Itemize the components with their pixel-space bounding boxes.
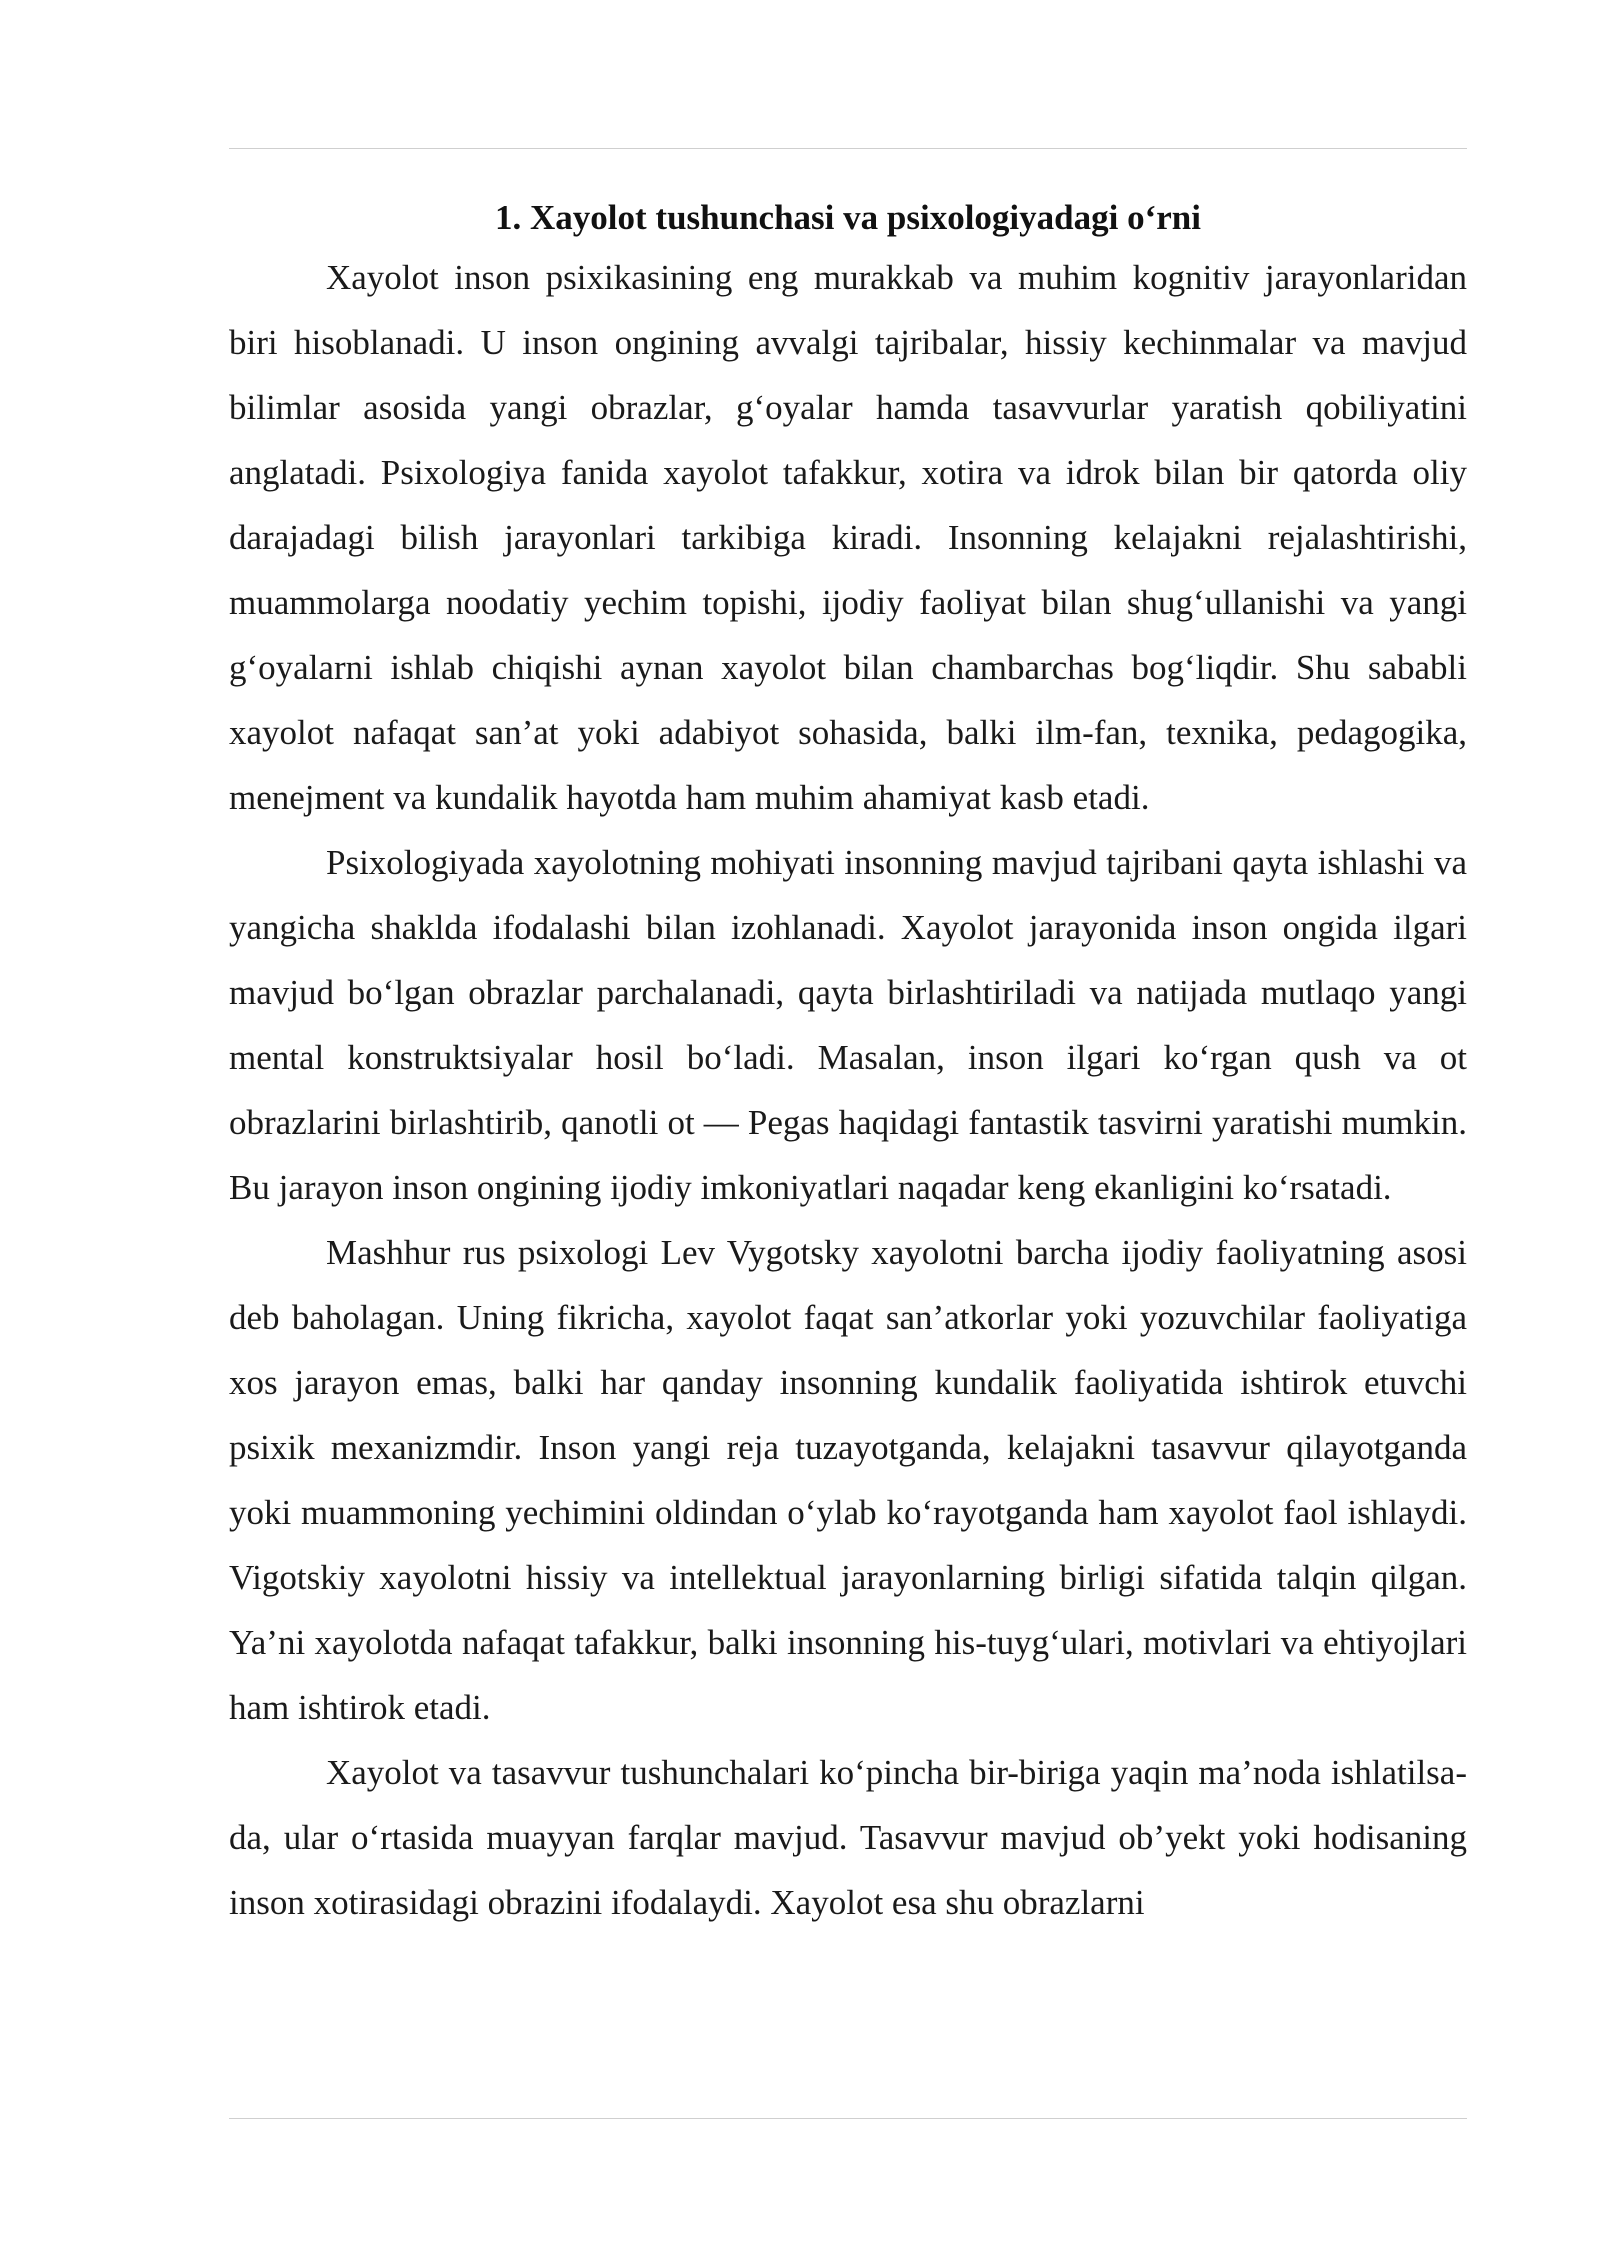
paragraph-4: Xayolot va tasavvur tushunchalari ko‘pincha bir-biriga yaqin ma’noda ishlatilsa-da, ular o‘rtasida muayyan farqlar mavjud. Tasavvur mavjud ob’yekt yoki hodisaning inson xotirasidagi obrazini ifodalaydi. Xayolot esa shu obrazlarni (229, 1753, 1467, 1922)
section-heading: 1. Xayolot tushunchasi va psixologiyadagi o‘rni (495, 198, 1201, 237)
footer-divider (229, 2118, 1467, 2119)
paragraph-2: Psixologiyada xayolotning mohiyati insonning mavjud tajribani qayta ishlashi va yangicha shaklda ifodalashi bilan izohlanadi. Xayolot jarayonida inson ongida ilgari mavjud bo‘lgan obrazlar parchalanadi, qayta birlashtiriladi va natijada mutlaqo yangi mental konstruktsiyalar hosil bo‘ladi. Masalan, inson ilgari ko‘rgan qush va ot obrazlarini birlashtirib, qanotli ot — Pegas haqidagi fantastik tasvirni yaratishi mumkin. Bu jarayon inson ongining ijodiy imkoniyatlari naqadar keng ekanligini ko‘rsatadi. (229, 843, 1467, 1207)
paragraph-1: Xayolot inson psixikasining eng murakkab va muhim kognitiv jarayonlaridan biri hisoblanadi. U inson ongining avvalgi tajribalar, hissiy kechinmalar va mavjud bilimlar asosida yangi obrazlar, g‘oyalar hamda tasavvurlar yaratish qobiliyatini anglatadi. Psixologiya fanida xayolot tafakkur, xotira va idrok bilan bir qatorda oliy darajadagi bilish jarayonlari tarkibiga kiradi. Insonning kelajakni rejalashtirishi, muammolarga noodatiy yechim topishi, ijodiy faoliyat bilan shug‘ullanishi va yangi g‘oyalarni ishlab chiqishi aynan xayolot bilan chambarchas bog‘liqdir. Shu sababli xayolot nafaqat san’at yoki adabiyot sohasida, balki ilm-fan, texnika, pedagogika, menejment va kundalik hayotda ham muhim ahamiyat kasb etadi. (229, 258, 1467, 817)
page-content (229, 190, 1467, 1935)
paragraph-3: Mashhur rus psixologi Lev Vygotsky xayolotni barcha ijodiy faoliyatning asosi deb baholagan. Uning fikricha, xayolot faqat san’atkorlar yoki yozuvchilar faoliyatiga xos jarayon emas, balki har qanday insonning kundalik faoliyatida ishtirok etuvchi psixik mexanizmdir. Inson yangi reja tuzayotganda, kelajakni tasavvur qilayotganda yoki muammoning yechimini oldindan o‘ylab ko‘rayotganda ham xayolot faol ishlaydi. Vigotskiy xayolotni hissiy va intellektual jarayonlarning birligi sifatida talqin qilgan. Ya’ni xayolotda nafaqat tafakkur, balki insonning his-tuyg‘ulari, motivlari va ehtiyojlari ham ishtirok etadi. (229, 1233, 1467, 1727)
header-divider (229, 148, 1467, 149)
